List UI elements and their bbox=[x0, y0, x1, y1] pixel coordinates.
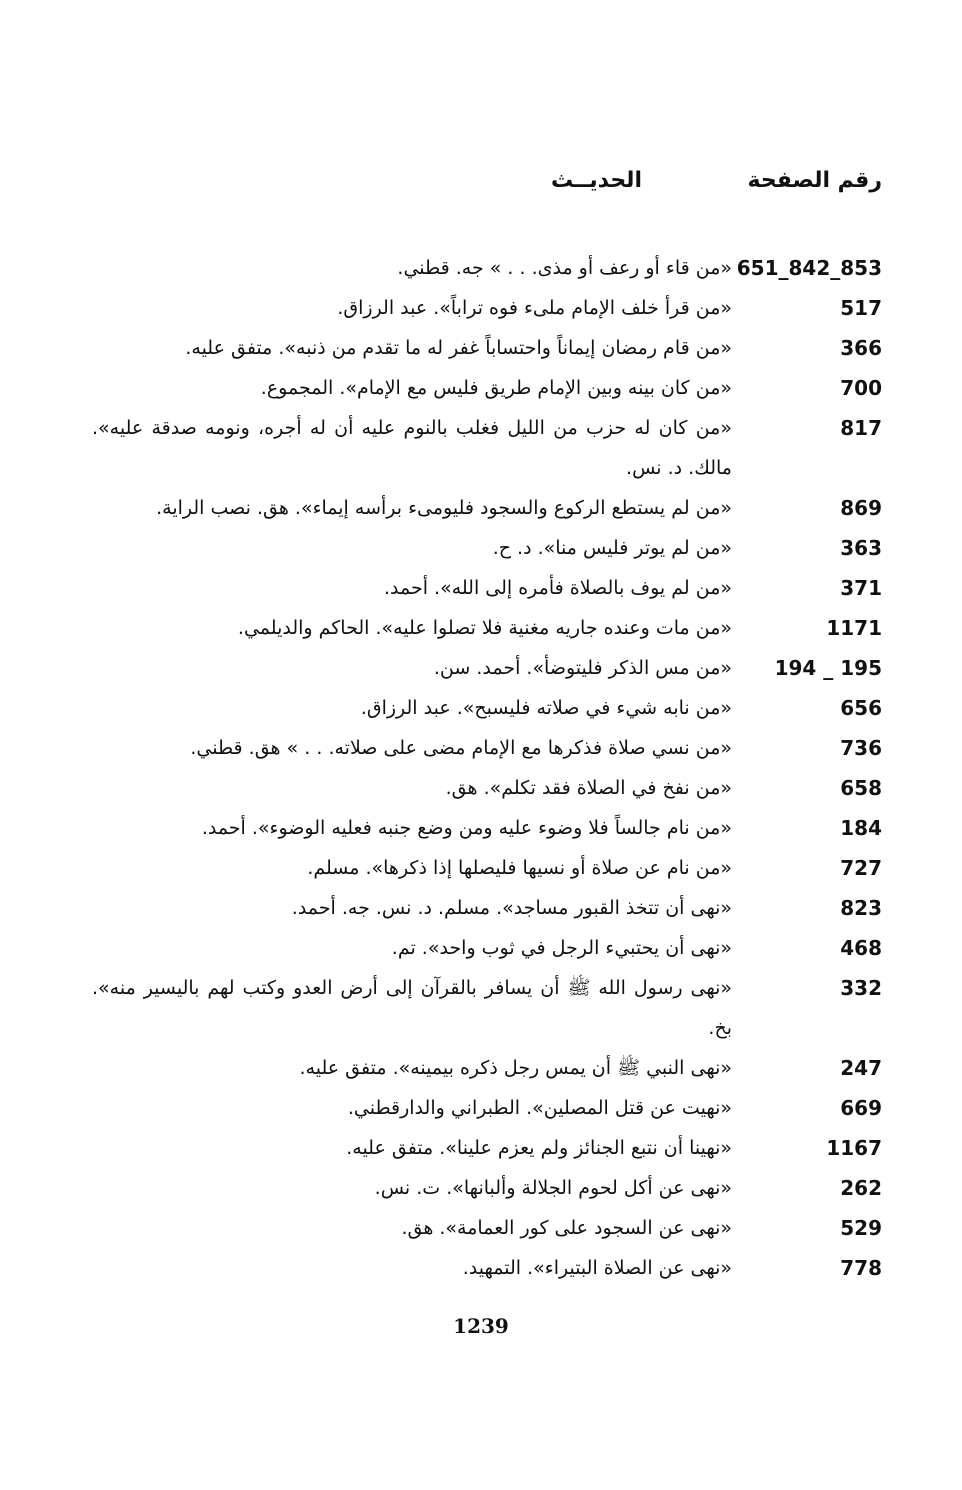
index-entry bbox=[92, 1088, 882, 1128]
entry-hadith-text: «من قام رمضان إيماناً واحتساباً غفر له ما تقدم من ذنبه». متفق عليه. bbox=[185, 337, 732, 359]
entry-hadith-text: «نهيت عن قتل المصلين». الطبراني والدارقطني. bbox=[347, 1097, 732, 1119]
entry-page-number: 517 bbox=[840, 296, 882, 320]
index-entry bbox=[92, 1128, 882, 1168]
index-entry bbox=[92, 608, 882, 648]
entry-hadith-text: «من قرأ خلف الإمام ملىء فوه تراباً». عبد الرزاق. bbox=[337, 297, 732, 319]
page-folio: 1239 bbox=[453, 1314, 509, 1338]
index-entry bbox=[92, 1168, 882, 1208]
entry-page-number: 823 bbox=[840, 896, 882, 920]
entry-page-number: 184 bbox=[840, 816, 882, 840]
index-entry bbox=[92, 328, 882, 368]
entry-hadith-text: «نهى النبي ﷺ أن يمس رجل ذكره بيمينه». متفق عليه. bbox=[299, 1057, 732, 1079]
entry-hadith-text: «نهى أن تتخذ القبور مساجد». مسلم. د. نس. جه. أحمد. bbox=[291, 897, 732, 919]
index-entry bbox=[92, 888, 882, 928]
index-entry bbox=[92, 728, 882, 768]
entry-hadith-text: «من مس الذكر فليتوضأ». أحمد. سن. bbox=[433, 657, 732, 679]
index-entry bbox=[92, 808, 882, 848]
entry-hadith-text: «نهى عن السجود على كور العمامة». هق. bbox=[401, 1217, 732, 1239]
entry-page-number: 817 bbox=[840, 416, 882, 440]
entry-page-number: 529 bbox=[840, 1216, 882, 1240]
index-entry bbox=[92, 1248, 882, 1288]
entry-hadith-text: «من مات وعنده جاريه مغنية فلا تصلوا عليه». الحاكم والديلمي. bbox=[237, 617, 732, 639]
index-entry bbox=[92, 368, 882, 408]
entry-hadith-text: «من لم يوف بالصلاة فأمره إلى الله». أحمد. bbox=[383, 577, 732, 599]
entry-page-number: 363 bbox=[840, 536, 882, 560]
entry-hadith-text: «من نابه شيء في صلاته فليسبح». عبد الرزاق. bbox=[360, 697, 732, 719]
index-entry bbox=[92, 688, 882, 728]
entry-page-number: 262 bbox=[840, 1176, 882, 1200]
entry-page-number: 366 bbox=[840, 336, 882, 360]
entry-page-number: 1167 bbox=[826, 1136, 882, 1160]
entry-page-number: 1171 bbox=[826, 616, 882, 640]
entry-page-number: 332 bbox=[840, 976, 882, 1000]
entry-page-number: 194 _ 195 bbox=[774, 656, 882, 680]
entry-page-number: 669 bbox=[840, 1096, 882, 1120]
index-entry bbox=[92, 488, 882, 528]
entry-hadith-text: «من لم يستطع الركوع والسجود فليومىء برأسه إيماء». هق. نصب الراية. bbox=[156, 497, 732, 519]
index-entry bbox=[92, 968, 882, 1048]
entry-page-number: 727 bbox=[840, 856, 882, 880]
entry-hadith-text: «نهينا أن نتبع الجنائز ولم يعزم علينا». متفق عليه. bbox=[346, 1137, 732, 1159]
entry-page-number: 869 bbox=[840, 496, 882, 520]
page-number-column-header: رقم الصفحة bbox=[747, 168, 882, 193]
index-entry bbox=[92, 248, 882, 288]
index-entry bbox=[92, 568, 882, 608]
index-entry bbox=[92, 408, 882, 488]
hadith-column-header: الحديــث bbox=[551, 168, 642, 193]
entry-hadith-text: «من نسي صلاة فذكرها مع الإمام مضى على صلاته. . . » هق. قطني. bbox=[190, 737, 732, 759]
entry-page-number: 656 bbox=[840, 696, 882, 720]
index-entry bbox=[92, 768, 882, 808]
entry-hadith-text: «نهى أن يحتبيء الرجل في ثوب واحد». تم. bbox=[391, 937, 732, 959]
index-entry bbox=[92, 648, 882, 688]
entry-page-number: 468 bbox=[840, 936, 882, 960]
index-entry bbox=[92, 848, 882, 888]
entry-hadith-text: «من كان له حزب من الليل فغلب بالنوم عليه أن له أجره، ونومه صدقة عليه». مالك. د. نس. bbox=[92, 417, 732, 479]
entry-page-number: 700 bbox=[840, 376, 882, 400]
entry-page-number: 658 bbox=[840, 776, 882, 800]
index-entry bbox=[92, 528, 882, 568]
entry-hadith-text: «من نام جالساً فلا وضوء عليه ومن وضع جنبه فعليه الوضوء». أحمد. bbox=[201, 817, 732, 839]
index-entry bbox=[92, 928, 882, 968]
entry-page-number: 247 bbox=[840, 1056, 882, 1080]
entry-hadith-text: «من كان بينه وبين الإمام طريق فليس مع الإمام». المجموع. bbox=[260, 377, 732, 399]
entry-page-number: 371 bbox=[840, 576, 882, 600]
index-entry bbox=[92, 1208, 882, 1248]
entry-hadith-text: «من لم يوتر فليس منا». د. ح. bbox=[492, 537, 732, 559]
hadith-index-list bbox=[92, 248, 882, 1288]
entry-page-number: 778 bbox=[840, 1256, 882, 1280]
entry-hadith-text: «من قاء أو رعف أو مذى. . . » جه. قطني. bbox=[397, 257, 732, 279]
entry-hadith-text: «نهى رسول الله ﷺ أن يسافر بالقرآن إلى أرض العدو وكتب لهم باليسير منه». بخ. bbox=[92, 977, 732, 1039]
entry-hadith-text: «من نام عن صلاة أو نسيها فليصلها إذا ذكرها». مسلم. bbox=[307, 857, 732, 879]
entry-page-number: 736 bbox=[840, 736, 882, 760]
entry-page-number: 651_842_853 bbox=[736, 256, 882, 280]
entry-hadith-text: «نهى عن الصلاة البتيراء». التمهيد. bbox=[462, 1257, 732, 1279]
entry-hadith-text: «نهى عن أكل لحوم الجلالة وألبانها». ت. نس. bbox=[374, 1177, 732, 1199]
index-entry bbox=[92, 1048, 882, 1088]
entry-hadith-text: «من نفخ في الصلاة فقد تكلم». هق. bbox=[445, 777, 732, 799]
index-entry bbox=[92, 288, 882, 328]
